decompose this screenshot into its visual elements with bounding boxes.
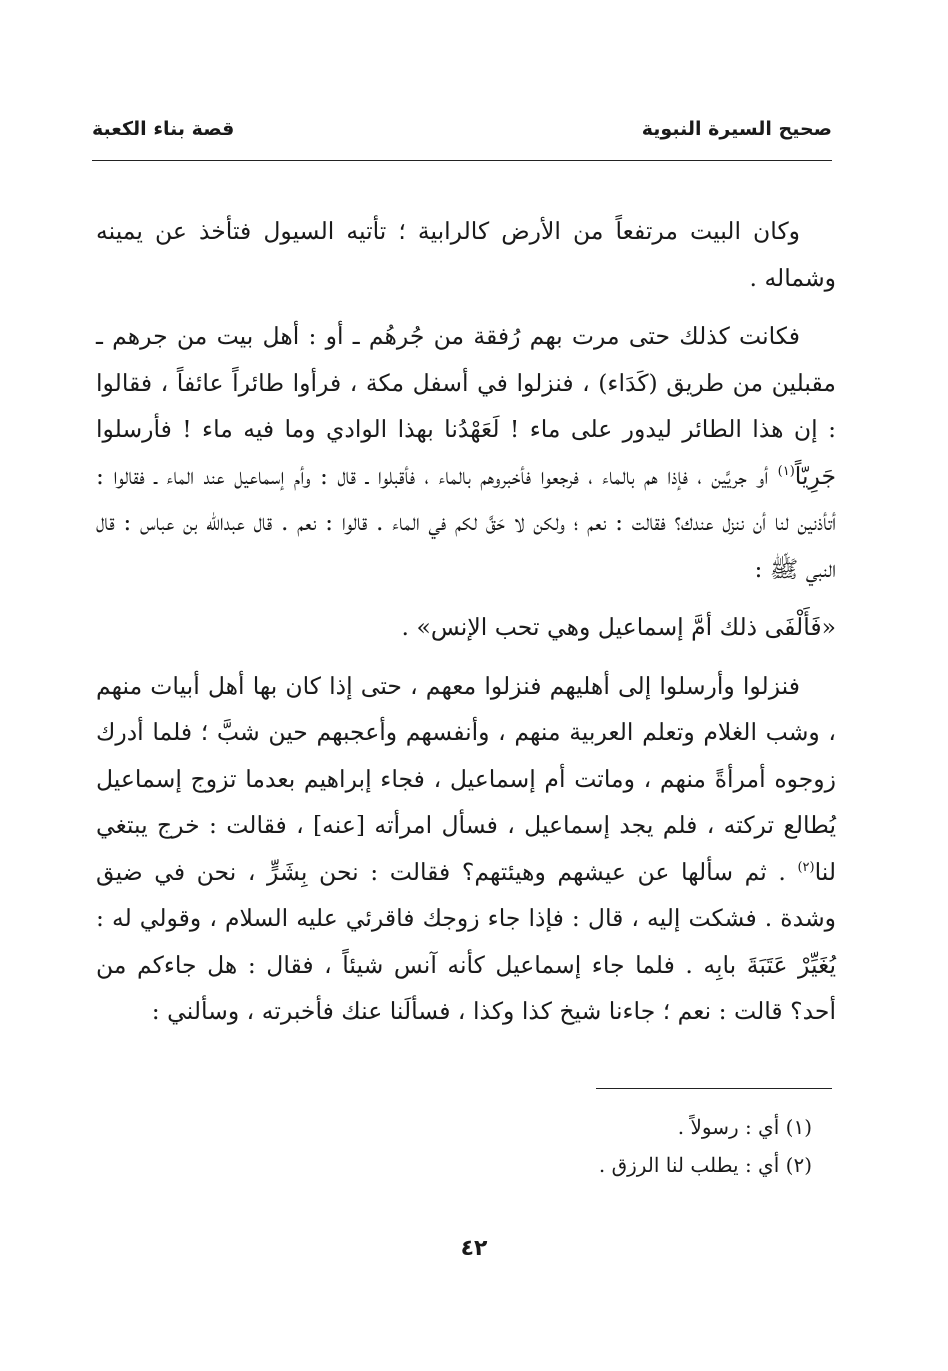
paragraph-3 [96, 663, 836, 1035]
paragraph-1: وكان البيت مرتفعاً من الأرض كالرابية ؛ تأتيه السيول فتأخذ عن يمينه وشماله . [96, 217, 836, 292]
footnote-2: (٢) أي : يطلب لنا الرزق . [598, 1153, 812, 1177]
book-title: صحيح السيرة النبوية [641, 118, 832, 140]
paragraph-3-part-b: . ثم سألها عن عيشهم وهيئتهم؟ فقالت : نحن بِشَرٍّ ، نحن في ضيق وشدة . فشكت إليه ، قال : فإذا جاء زوجك فاقرئي عليه السلام ، وقولي له : يُغَيِّرْ عَتَبَةَ بابِه . فلما جاء إسماعيل كأنه آنس شيئاً ، فقال : هل جاءكم من أحد؟ قالت : نعم ؛ جاءنا شيخ كذا وكذا ، فسألَنا عنك فأخبرته ، وسألني : [96, 857, 836, 1025]
paragraph-3-part-a: فنزلوا وأرسلوا إلى أهليهم فنزلوا معهم ، حتى إذا كان بها أهل أبيات منهم ، وشب الغلام وتعلم العربية منهم ، وأنفسهم وأعجبهم حين شبَّ ؛ فلما أدرك زوجوه أمرأةً منهم ، وماتت أم إسماعيل ، فجاء إبراهيم بعدما تزوج إسماعيل يُطالع تركته ، فلم يجد إسماعيل ، فسأل امرأته [عنه] ، فقالت : خرج يبتغي لنا [96, 671, 836, 886]
footnotes [96, 1108, 812, 1184]
main-text [96, 208, 836, 1047]
header-divider [92, 160, 832, 161]
hadith-quote: «فَأَلْفَى ذلك أمَّ إسماعيل وهي تحب الإنس» . [401, 613, 836, 641]
paragraph-2-part-b: أو جريَّين ، فإذا هم بالماء ، فرجعوا فأخبروهم بالماء ، فأقبلوا ـ قال : وأم إسماعيل عند الماء ـ فقالوا : أتأذنين لنا أن ننزل عندك؟ فقالت : نعم ؛ ولكن لا حَقَّ لكم في الماء . قالوا : نعم . قال عبدالله بن عباس : قال النبي ﷺ : [96, 461, 836, 583]
footnote-ref-2: (٢) [797, 859, 815, 875]
footnote-divider [596, 1088, 832, 1089]
paragraph-2 [96, 313, 836, 592]
footnote-ref-1: (١) [777, 463, 795, 479]
page-number: ٤٢ [460, 1236, 488, 1261]
footnote-1: (١) أي : رسولاً . [677, 1115, 812, 1139]
chapter-title: قصة بناء الكعبة [92, 118, 235, 140]
running-header [92, 118, 832, 140]
paragraph-2-part-a: فكانت كذلك حتى مرت بهم رُفقة من جُرهُم ـ أو : أهل بيت من جرهم ـ مقبلين من طريق (كَدَاء) ، فنزلوا في أسفل مكة ، فرأوا طائراً عائفاً ، فقالوا : إن هذا الطائر ليدور على ماء ! لَعَهْدُنا بهذا الوادي وما فيه ماء ! فأرسلوا جَرِيّاً [96, 322, 836, 490]
